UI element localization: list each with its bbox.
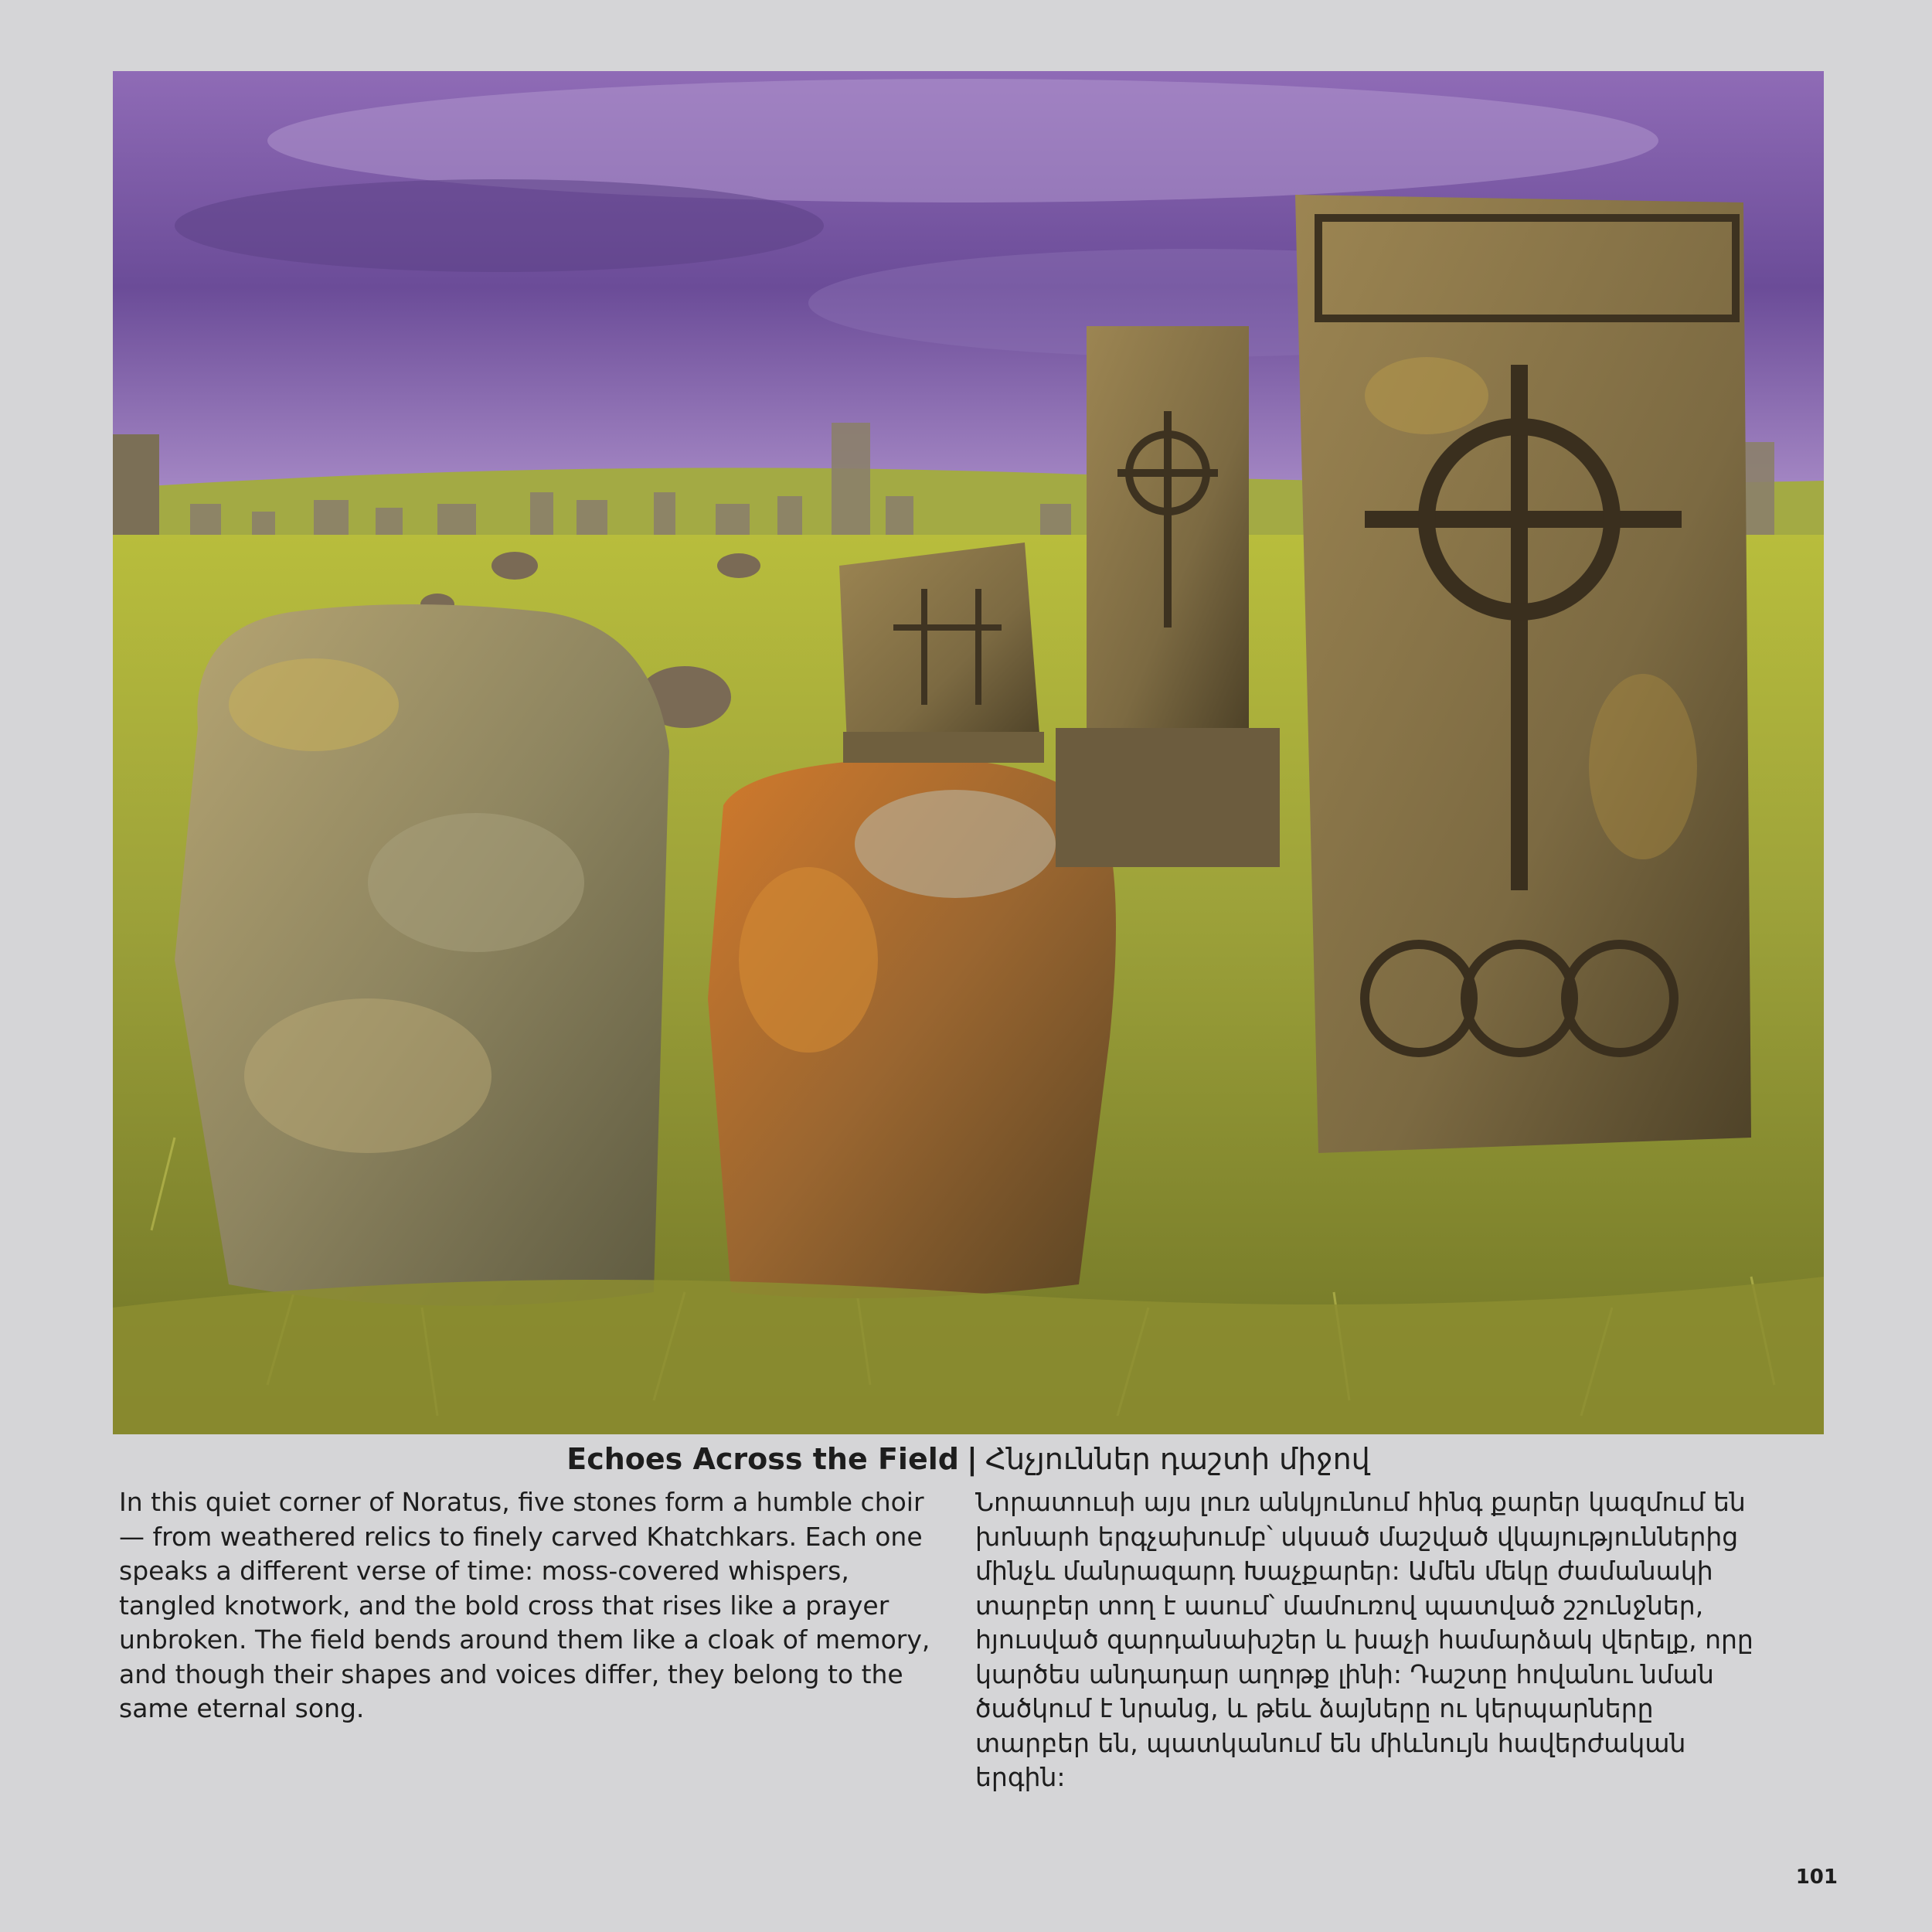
armenian-paragraph: Նորատուսի այս լուռ անկյունում հինգ քարեր կազմում են խոնարհ երգչախումբ՝ սկսած մաշված վկայություններից մինչև մանրազարդ Խաչքարեր: Ամեն մեկը ժամանակի տարբեր տող է ասում՝ մամուռով պատված շշունջներ, հյուսված զարդանախշեր և խաչի համարձակ վերելք, որը կարծես անդադար աղոթք լինի: Դաշտը հովանու նման ծածկում է նրանց, և թեև ձայները ու կերպարները տարբեր են, պատկանում են միևնույն հավերժական երգին:: [975, 1487, 1753, 1792]
khachkar-field-illustration: [113, 71, 1824, 1434]
caption-separator: |: [966, 1442, 978, 1476]
english-paragraph: In this quiet corner of Noratus, five stones form a humble choir — from weathered relics to finely carved Khatchkars. Each one speaks a different verse of time: moss-covered whispers, tangled knotwork, and the bold cross that rises like a prayer unbroken. The field bends around them like a cloak of memory, and though their shapes and voices differ, they belong to the same eternal song.: [119, 1487, 930, 1723]
caption-title: [113, 1440, 1824, 1478]
page-number: 101: [1795, 1866, 1838, 1889]
english-column: [119, 1485, 943, 1726]
caption-title-armenian: Հնչյուններ դաշտի միջով: [985, 1442, 1370, 1476]
khachkar-field-photo: [113, 71, 1824, 1434]
caption-title-english: Echoes Across the Field: [566, 1442, 959, 1476]
armenian-column: [975, 1485, 1764, 1795]
